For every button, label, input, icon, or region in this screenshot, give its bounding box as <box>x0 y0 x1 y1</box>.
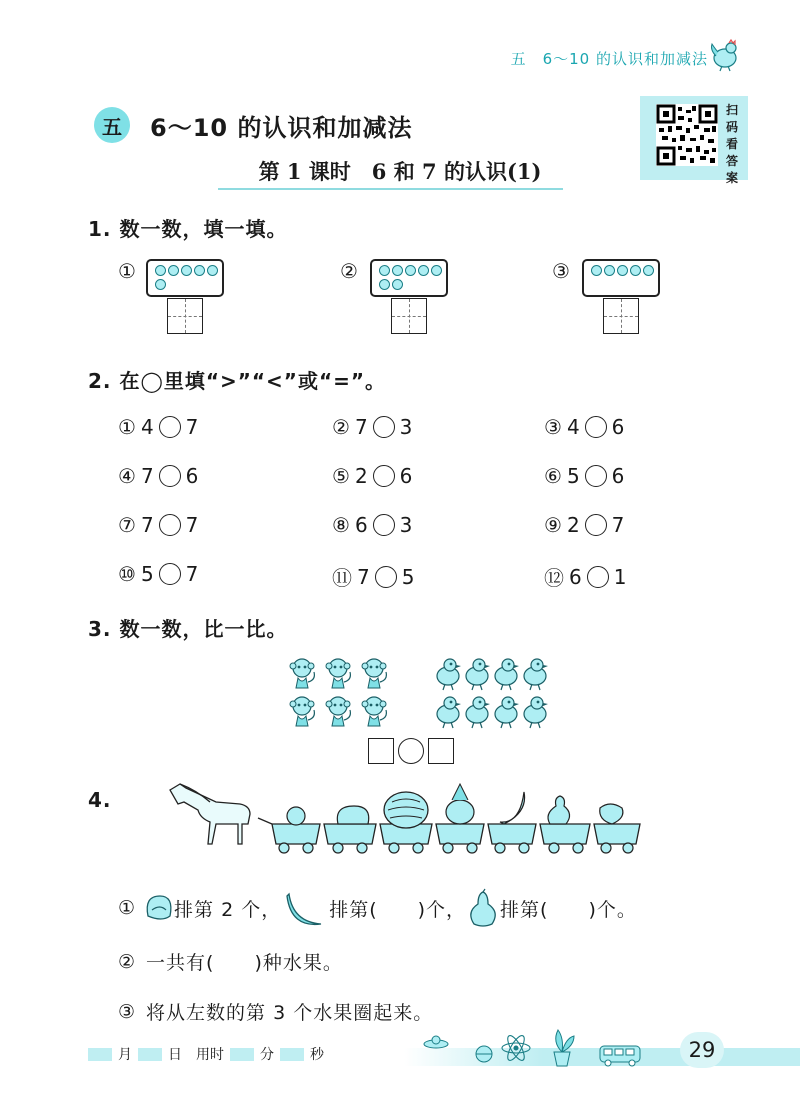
right-number: 7 <box>185 415 199 439</box>
banana-icon <box>285 888 325 928</box>
strawberry-icon <box>600 804 623 824</box>
peach-icon <box>337 806 368 824</box>
monkey-group-illustration <box>288 656 392 732</box>
unit-badge: 五 <box>94 107 130 143</box>
right-number: 6 <box>185 464 199 488</box>
item-label: ⑤ <box>332 464 350 488</box>
page-number: 29 <box>680 1032 724 1068</box>
seconds-label: 秒 <box>310 1047 324 1063</box>
ufo-icon <box>424 1036 448 1048</box>
left-number: 7 <box>140 513 154 537</box>
dot <box>431 265 442 276</box>
item-label: ① <box>118 415 136 439</box>
pear-icon <box>468 888 498 928</box>
footer-decoration-icons <box>420 1022 670 1068</box>
answer-box[interactable] <box>603 298 639 334</box>
left-number: 4 <box>140 415 154 439</box>
item-label: ⑨ <box>544 513 562 537</box>
q1-title: 1. 数一数，填一填。 <box>88 217 288 241</box>
answer-box[interactable] <box>391 298 427 334</box>
item-label: ⑩ <box>118 562 136 586</box>
dot <box>207 265 218 276</box>
minutes-blank[interactable] <box>230 1048 254 1061</box>
watermelon-icon <box>384 792 428 828</box>
answer-circle[interactable] <box>159 514 181 536</box>
answer-circle[interactable] <box>373 465 395 487</box>
dot <box>392 279 403 290</box>
sub3-text: 将从左数的第 3 个水果圈起来。 <box>146 1002 434 1024</box>
sub1-text-2: 排第( )个， <box>329 898 467 921</box>
q4-sub1 <box>118 888 637 928</box>
q4-sub2 <box>118 948 343 975</box>
right-number: 7 <box>185 513 199 537</box>
item-label: ⑫ <box>544 566 564 590</box>
answer-circle[interactable] <box>587 566 609 588</box>
compare-answer-row <box>368 738 454 764</box>
potted-plant-icon <box>554 1030 574 1066</box>
answer-circle[interactable] <box>373 514 395 536</box>
dot <box>194 265 205 276</box>
item-label: ③ <box>544 415 562 439</box>
compare-item <box>118 562 198 586</box>
compare-item <box>544 415 624 439</box>
qr-caption: 扫 码 看 答 案 <box>726 103 739 185</box>
answer-circle[interactable] <box>585 416 607 438</box>
compare-item <box>544 464 624 488</box>
answer-box[interactable] <box>167 298 203 334</box>
q4-number: 4. <box>88 788 112 812</box>
q3-title: 3. 数一数，比一比。 <box>88 617 288 641</box>
bus-icon <box>600 1046 640 1066</box>
compare-item <box>332 464 412 488</box>
month-label: 月 <box>118 1047 132 1063</box>
item-label: ④ <box>118 464 136 488</box>
dot <box>392 265 403 276</box>
q1-item-label: ① <box>118 259 136 283</box>
answer-box[interactable] <box>368 738 394 764</box>
dot <box>379 265 390 276</box>
left-number: 5 <box>140 562 154 586</box>
time-used-label: 用时 <box>196 1047 224 1063</box>
right-number: 6 <box>611 415 625 439</box>
day-label: 日 <box>168 1047 182 1063</box>
item-label: ⑥ <box>544 464 562 488</box>
right-number: 7 <box>185 562 199 586</box>
answer-circle[interactable] <box>398 738 424 764</box>
left-number: 6 <box>354 513 368 537</box>
left-number: 6 <box>569 564 582 589</box>
answer-circle[interactable] <box>585 465 607 487</box>
seconds-blank[interactable] <box>280 1048 304 1061</box>
dot <box>379 279 390 290</box>
q2-title: 2. 在◯里填“>”“<”或“=”。 <box>88 369 386 393</box>
pear-icon <box>548 796 570 824</box>
sub-label: ② <box>118 950 137 973</box>
sub1-text-1: 排第 2 个， <box>174 898 282 921</box>
timer-footer <box>88 1044 324 1064</box>
right-number: 3 <box>399 415 413 439</box>
q1-item-label: ③ <box>552 259 570 283</box>
lesson-underline <box>218 188 563 190</box>
apple-icon <box>287 807 305 825</box>
sub2-text: 一共有( )种水果。 <box>146 952 343 974</box>
q4-sub3 <box>118 998 433 1025</box>
dot <box>155 265 166 276</box>
rooster-mascot-icon <box>708 38 742 72</box>
compare-item <box>118 415 198 439</box>
dot <box>418 265 429 276</box>
ten-frame <box>582 259 660 297</box>
compare-item <box>118 464 198 488</box>
day-blank[interactable] <box>138 1048 162 1061</box>
answer-circle[interactable] <box>373 416 395 438</box>
left-number: 7 <box>140 464 154 488</box>
dot <box>630 265 641 276</box>
left-number: 2 <box>354 464 368 488</box>
minutes-label: 分 <box>260 1047 274 1063</box>
item-label: ⑧ <box>332 513 350 537</box>
answer-circle[interactable] <box>159 465 181 487</box>
compare-item <box>544 562 626 591</box>
dot <box>405 265 416 276</box>
left-number: 4 <box>566 415 580 439</box>
fruit-train-illustration <box>162 778 644 860</box>
dot <box>168 265 179 276</box>
right-number: 6 <box>399 464 413 488</box>
month-blank[interactable] <box>88 1048 112 1061</box>
ten-frame <box>370 259 448 297</box>
right-number: 7 <box>611 513 625 537</box>
dot <box>617 265 628 276</box>
left-number: 5 <box>566 464 580 488</box>
unit-title: 6～10 的认识和加减法 <box>150 114 413 142</box>
answer-circle[interactable] <box>159 563 181 585</box>
left-number: 7 <box>357 564 370 589</box>
running-header: 五 6～10 的认识和加减法 <box>510 50 708 68</box>
right-number: 6 <box>611 464 625 488</box>
horse-icon <box>170 784 250 844</box>
answer-circle[interactable] <box>375 566 397 588</box>
dot <box>604 265 615 276</box>
banana-icon <box>500 792 525 824</box>
sub-label: ③ <box>118 1000 137 1023</box>
compare-item <box>332 513 412 537</box>
right-number: 5 <box>401 564 415 589</box>
dot <box>643 265 654 276</box>
left-number: 7 <box>354 415 368 439</box>
peach-icon <box>144 892 174 924</box>
lesson-title: 第 1 课时 6 和 7 的认识(1) <box>258 159 542 184</box>
q1-item-label: ② <box>340 259 358 283</box>
right-number: 1 <box>613 564 627 589</box>
answer-circle[interactable] <box>159 416 181 438</box>
answer-circle[interactable] <box>585 514 607 536</box>
pineapple-icon <box>446 800 474 824</box>
compare-item <box>544 513 624 537</box>
left-number: 2 <box>566 513 580 537</box>
globe-icon <box>476 1046 492 1062</box>
atom-icon <box>502 1033 530 1062</box>
item-label: ⑪ <box>332 566 352 590</box>
answer-box[interactable] <box>428 738 454 764</box>
chick-group-illustration <box>434 656 550 732</box>
compare-item <box>118 513 198 537</box>
dot <box>181 265 192 276</box>
compare-item <box>332 562 414 591</box>
sub1-text-3: 排第( )个。 <box>500 898 637 921</box>
ten-frame <box>146 259 224 297</box>
dot <box>155 279 166 290</box>
item-label: ② <box>332 415 350 439</box>
dot <box>591 265 602 276</box>
item-label: ⑦ <box>118 513 136 537</box>
compare-item <box>332 415 412 439</box>
right-number: 3 <box>399 513 413 537</box>
sub-label: ① <box>118 897 137 919</box>
